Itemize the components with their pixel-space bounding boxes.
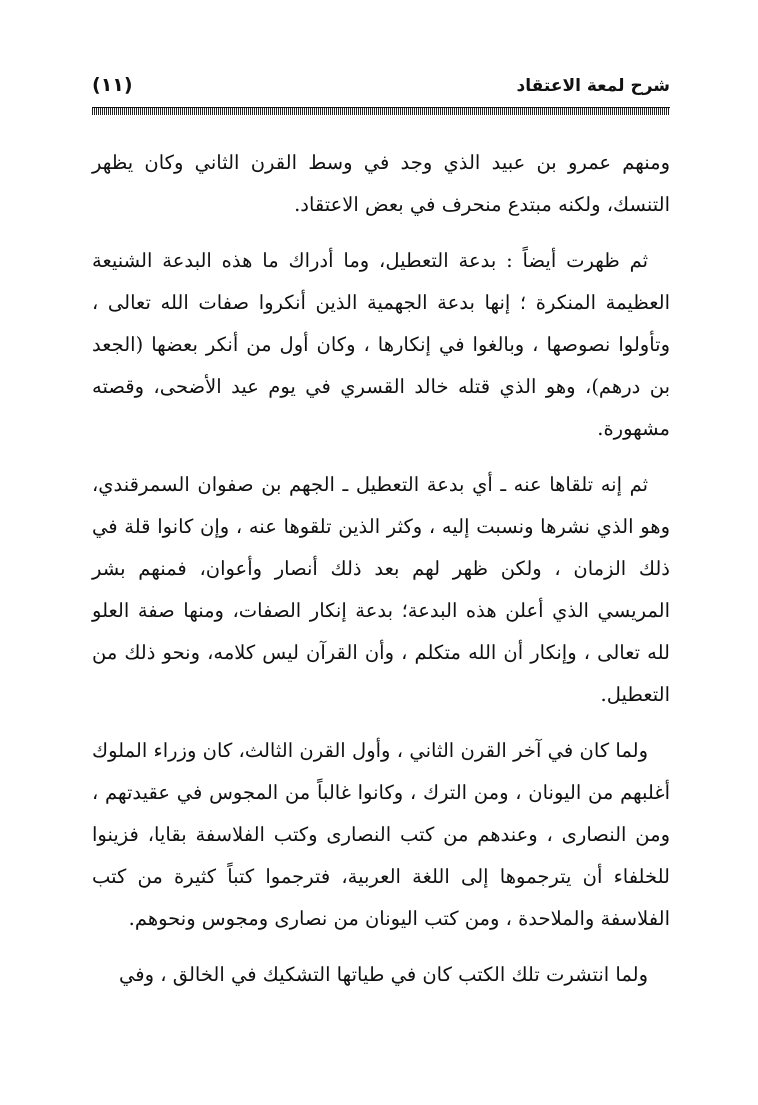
running-title: شرح لمعة الاعتقاد <box>516 76 670 96</box>
header-rule <box>92 107 670 115</box>
page-header <box>92 70 670 104</box>
paragraph: ولما انتشرت تلك الكتب كان في طياتها التشكيك في الخالق ، وفي <box>119 963 648 986</box>
body-text <box>92 142 670 1010</box>
page-number: (١١) <box>92 74 133 96</box>
paragraph: ثم إنه تلقاها عنه ـ أي بدعة التعطيل ـ الجهم بن صفوان السمرقندي، وهو الذي نشرها ونسبت إليه ، وكثر الذين تلقوها عنه ، وإن كانوا قلة في ذلك الزمان ، ولكن ظهر لهم بعد ذلك أنصار وأعوان، فمنهم بشر المريسي الذي أعلن هذه البدعة؛ بدعة إنكار الصفات، ومنها صفة العلو لله تعالى ، وإنكار أن الله متكلم ، وأن القرآن ليس كلامه، ونحو ذلك من التعطيل. <box>92 473 670 706</box>
paragraph: ومنهم عمرو بن عبيد الذي وجد في وسط القرن الثاني وكان يظهر التنسك، ولكنه مبتدع منحرف في بعض الاعتقاد. <box>92 151 670 216</box>
paragraph: ولما كان في آخر القرن الثاني ، وأول القرن الثالث، كان وزراء الملوك أغلبهم من اليونان ، ومن الترك ، وكانوا غالباً من المجوس في عقيدتهم ، ومن النصارى ، وعندهم من كتب النصارى وكتب الفلاسفة بقايا، فزينوا للخلفاء أن يترجموها إلى اللغة العربية، فترجموا كتباً كثيرة من كتب الفلاسفة والملاحدة ، ومن كتب اليونان من نصارى ومجوس ونحوهم. <box>92 739 670 930</box>
paragraph: ثم ظهرت أيضاً : بدعة التعطيل، وما أدراك ما هذه البدعة الشنيعة العظيمة المنكرة ؛ إنها بدعة الجهمية الذين أنكروا صفات الله تعالى ، وتأولوا نصوصها ، وبالغوا في إنكارها ، وكان أول من أنكر بعضها (الجعد بن درهم)، وهو الذي قتله خالد القسري في يوم عيد الأضحى، وقصته مشهورة. <box>92 249 670 440</box>
